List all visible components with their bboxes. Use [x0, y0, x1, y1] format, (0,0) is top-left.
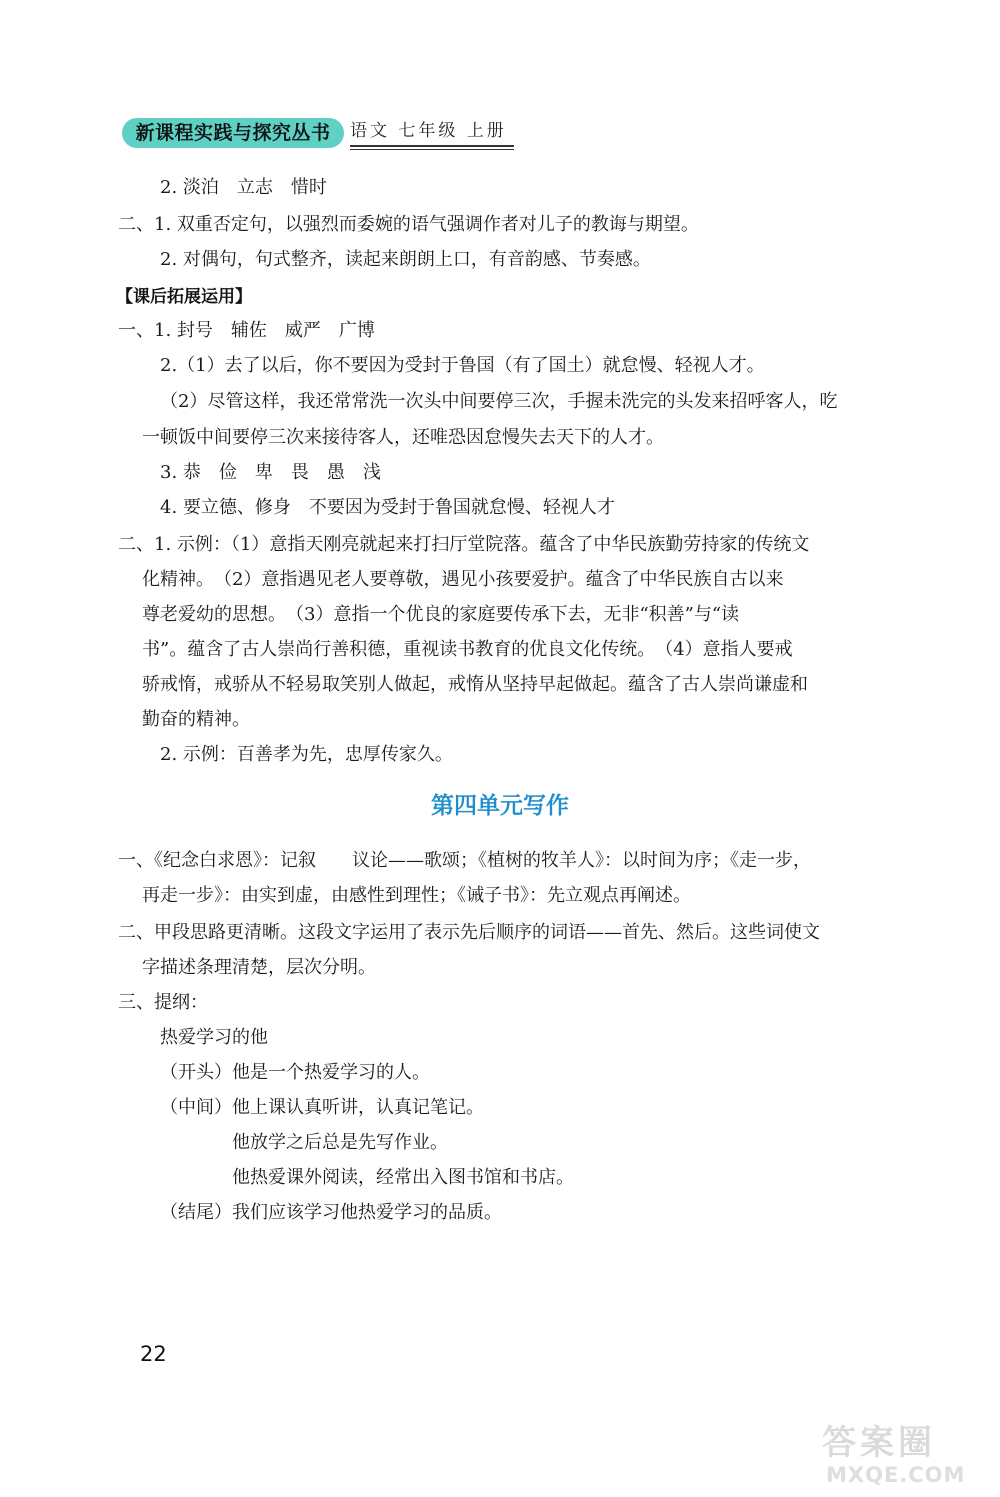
text-line: （2）尽管这样，我还常常洗一次头中间要停三次，手握未洗完的头发来招呼客人，吃: [160, 391, 838, 412]
text-line: （开头）他是一个热爱学习的人。: [160, 1062, 430, 1083]
text-line: （结尾）我们应该学习他热爱学习的品质。: [160, 1202, 502, 1223]
subject-label: 语文 七年级 上册: [350, 121, 507, 141]
text-line: 他热爱课外阅读，经常出入图书馆和书店。: [232, 1167, 574, 1188]
section-title: 第四单元写作: [431, 793, 569, 819]
header-divider: [350, 145, 514, 150]
text-line: 再走一步》：由实到虚，由感性到理性；《诫子书》：先立观点再阐述。: [142, 885, 691, 906]
text-line: 书”。蕴含了古人崇尚行善积德，重视读书教育的优良文化传统。 （4）意指人要戒: [142, 639, 793, 660]
text-line: 2. 对偶句，句式整齐，读起来朗朗上口，有音韵感、节奏感。: [160, 249, 651, 270]
text-line: 二、1. 示例：（1）意指天刚亮就起来打扫厅堂院落。蕴含了中华民族勤劳持家的传统文: [118, 534, 810, 555]
text-line: 热爱学习的他: [160, 1027, 268, 1048]
text-line: 化精神。 （2）意指遇见老人要尊敬，遇见小孩要爱护。蕴含了中华民族自古以来: [142, 569, 784, 590]
text-line: 三、提纲：: [118, 992, 208, 1013]
text-line: 二、1. 双重否定句，以强烈而委婉的语气强调作者对儿子的教诲与期望。: [118, 214, 699, 235]
text-line: 2.（1）去了以后，你不要因为受封于鲁国（有了国土）就怠慢、轻视人才。: [160, 355, 765, 376]
watermark-chars: 答案圈: [822, 1423, 936, 1463]
text-line: （中间）他上课认真听讲，认真记笔记。: [160, 1097, 484, 1118]
section-label: 【课后拓展运用】: [116, 287, 252, 307]
text-line: 2. 示例：百善孝为先，忠厚传家久。: [160, 744, 453, 765]
text-line: 勤奋的精神。: [142, 709, 250, 730]
text-line: 骄戒惰，戒骄从不轻易取笑别人做起，戒惰从坚持早起做起。蕴含了古人崇尚谦虚和: [142, 674, 808, 695]
watermark-url: MXQE.COM: [826, 1463, 966, 1487]
text-line: 一、《纪念白求恩》：记叙 议论——歌颂；《植树的牧羊人》：以时间为序；《走一步，: [118, 850, 811, 871]
text-line: 二、甲段思路更清晰。这段文字运用了表示先后顺序的词语——首先、然后。这些词使文: [118, 922, 820, 943]
text-line: 一、1. 封号 辅佐 威严 广博: [118, 320, 375, 341]
watermark-logo: [820, 1418, 990, 1488]
text-line: 字描述条理清楚，层次分明。: [142, 957, 376, 978]
text-line: 尊老爱幼的思想。 （3）意指一个优良的家庭要传承下去，无非“积善”与“读: [142, 604, 740, 625]
text-line: 2. 淡泊 立志 惜时: [160, 177, 327, 198]
series-badge: 新课程实践与探究丛书: [122, 118, 344, 148]
text-line: 3. 恭 俭 卑 畏 愚 浅: [160, 462, 381, 483]
text-line: 一顿饭中间要停三次来接待客人，还唯恐因怠慢失去天下的人才。: [142, 427, 664, 448]
text-line: 他放学之后总是先写作业。: [232, 1132, 448, 1153]
text-line: 4. 要立德、修身 不要因为受封于鲁国就怠慢、轻视人才: [160, 497, 615, 518]
page-number: 22: [140, 1342, 167, 1366]
